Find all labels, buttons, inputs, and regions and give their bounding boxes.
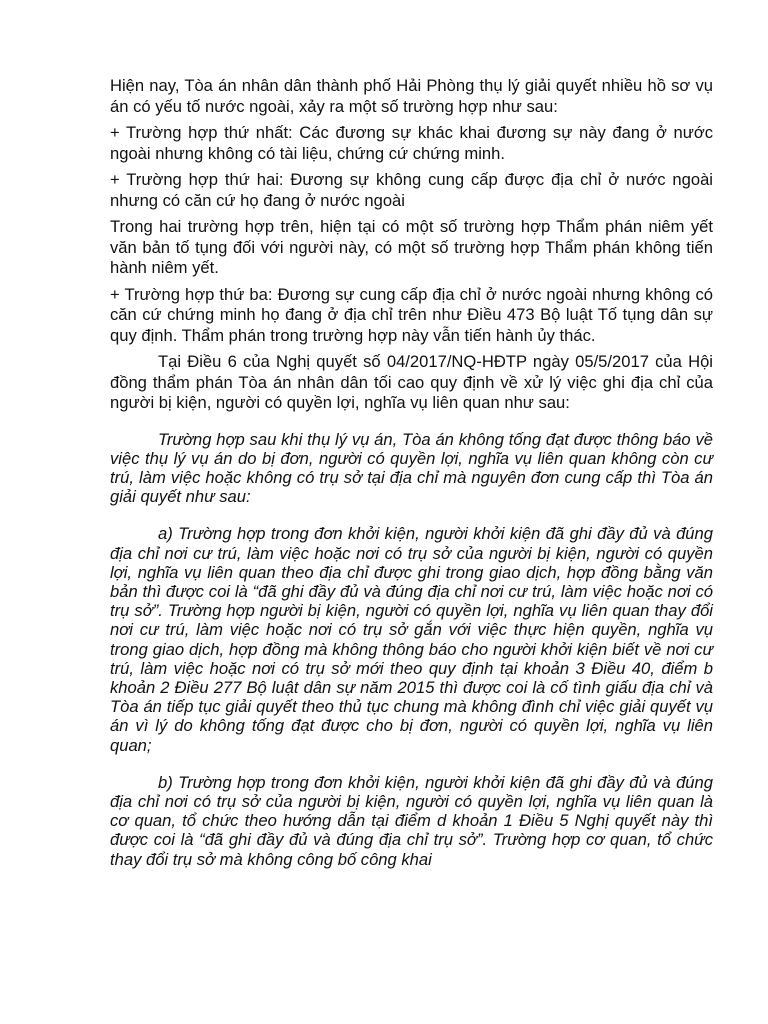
document-page <box>110 76 713 869</box>
spacer <box>110 506 713 524</box>
spacer <box>110 420 713 430</box>
paragraph-case-three: + Trường hợp thứ ba: Đương sự cung cấp địa chỉ ở nước ngoài nhưng không có căn cứ chứng minh họ đang ở địa chỉ trên như Điều 473 Bộ luật Tố tụng dân sự quy định. Thẩm phán trong trường hợp này vẫn tiến hành ủy thác. <box>110 284 713 345</box>
quote-point-b: b) Trường hợp trong đơn khởi kiện, người khởi kiện đã ghi đầy đủ và đúng địa chỉ nơi có trụ sở của người bị kiện, người có quyền lợi, nghĩa vụ liên quan là cơ quan, tổ chức theo hướng dẫn tại điểm d khoản 1 Điều 5 Nghị quyết này thì được coi là “đã ghi đầy đủ và đúng địa chỉ trụ sở”. Trường hợp cơ quan, tổ chức thay đổi trụ sở mà không công bố công khai <box>110 772 713 869</box>
paragraph-both-cases: Trong hai trường hợp trên, hiện tại có một số trường hợp Thẩm phán niêm yết văn bản tố tụng đối với người này, có một số trường hợp Thẩm phán không tiến hành niêm yết. <box>110 217 713 277</box>
quote-point-a: a) Trường hợp trong đơn khởi kiện, người khởi kiện đã ghi đầy đủ và đúng địa chỉ nơi cư trú, làm việc hoặc nơi có trụ sở của người bị kiện, người có quyền lợi, nghĩa vụ liên quan theo địa chỉ được ghi trong giao dịch, hợp đồng bằng văn bản thì được coi là “đã ghi đầy đủ và đúng địa chỉ nơi cư trú, làm việc hoặc nơi có trụ sở”. Trường hợp người bị kiện, người có quyền lợi, nghĩa vụ liên quan thay đổi nơi cư trú, làm việc hoặc nơi có trụ sở gắn với việc thực hiện quyền, nghĩa vụ trong giao dịch, hợp đồng mà không thông báo cho người khởi kiện biết về nơi cư trú, làm việc hoặc nơi có trụ sở mới theo quy định tại khoản 3 Điều 40, điểm b khoản 2 Điều 277 Bộ luật dân sự năm 2015 thì được coi là cố tình giấu địa chỉ và Tòa án tiếp tục giải quyết theo thủ tục chung mà không đình chỉ việc giải quyết vụ án vì lý do không tống đạt được cho bị đơn, người có quyền lợi, nghĩa vụ liên quan; <box>110 524 713 755</box>
paragraph-case-two: + Trường hợp thứ hai: Đương sự không cung cấp được địa chỉ ở nước ngoài nhưng có căn cứ họ đang ở nước ngoài <box>110 170 713 210</box>
paragraph-resolution-reference: Tại Điều 6 của Nghị quyết số 04/2017/NQ-HĐTP ngày 05/5/2017 của Hội đồng thẩm phán Tòa án nhân dân tối cao quy định về xử lý việc ghi địa chỉ của người bị kiện, người có quyền lợi, nghĩa vụ liên quan như sau: <box>110 352 713 412</box>
spacer <box>110 755 713 773</box>
quote-intro: Trường hợp sau khi thụ lý vụ án, Tòa án không tống đạt được thông báo về việc thụ lý vụ án do bị đơn, người có quyền lợi, nghĩa vụ liên quan không còn cư trú, làm việc hoặc không có trụ sở tại địa chỉ mà nguyên đơn cung cấp thì Tòa án giải quyết như sau: <box>110 429 713 507</box>
paragraph-intro: Hiện nay, Tòa án nhân dân thành phố Hải Phòng thụ lý giải quyết nhiều hồ sơ vụ án có yếu tố nước ngoài, xảy ra một số trường hợp như sau: <box>110 76 713 116</box>
paragraph-case-one: + Trường hợp thứ nhất: Các đương sự khác khai đương sự này đang ở nước ngoài nhưng không có tài liệu, chứng cứ chứng minh. <box>110 123 713 163</box>
